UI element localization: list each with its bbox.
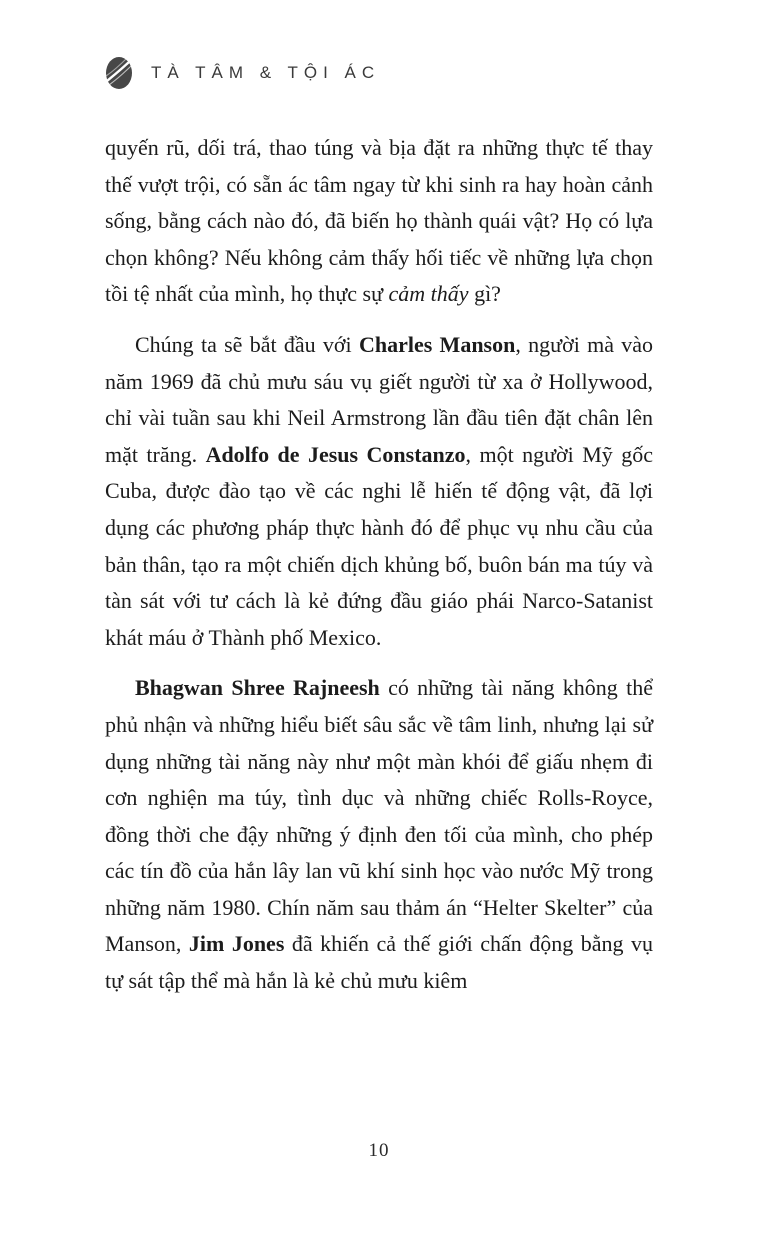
body-paragraph: [105, 130, 653, 313]
fingerprint-icon: [103, 55, 135, 91]
page-footer: [105, 1140, 653, 1162]
paragraph-text: đã khiến cả thế giới chấn động bằng vụ tự sát tập thể mà hắn là kẻ chủ mưu kiêm: [105, 931, 654, 994]
paragraph-text: quyến rũ, dối trá, thao túng và bịa đặt ra những thực tế thay thế vượt trội, có sẵn ác tâm ngay từ khi sinh ra hay hoàn cảnh sống, bằng cách nào đó, đã biến họ thành quái vật? Họ có lựa chọn không? Nếu không cảm thấy hối tiếc về những lựa chọn tồi tệ nhất của mình, họ thực sự: [105, 135, 653, 307]
book-title: TÀ TÂM & TỘI ÁC: [151, 63, 381, 82]
body-paragraph: [105, 327, 653, 656]
person-name: Adolfo de Jesus Constanzo: [205, 441, 466, 467]
page-header: [103, 55, 380, 91]
paragraph-text: , một người Mỹ gốc Cuba, được đào tạo về các nghi lễ hiến tế động vật, đã lợi dụng các phương pháp thực hành đó để phục vụ nhu cầu của bản thân, tạo ra một chiến dịch khủng bố, buôn bán ma túy và tàn sát với tư cách là kẻ đứng đầu giáo phái Narco-Satanist khát máu ở Thành phố Mexico.: [105, 441, 653, 650]
person-name: Charles Manson: [358, 331, 516, 357]
paragraph-text: gì?: [468, 281, 501, 307]
paragraph-text: Chúng ta sẽ bắt đầu với: [135, 331, 359, 357]
paragraph-text: , người mà vào năm 1969 đã chủ mưu sáu vụ giết người từ xa ở Hollywood, chỉ vài tuần sau khi Neil Armstrong lần đầu tiên đặt chân lên mặt trăng.: [105, 331, 654, 467]
page-body: [105, 130, 653, 1014]
page-number: 10: [368, 1140, 390, 1161]
person-name: Jim Jones: [188, 931, 285, 957]
body-paragraph: [105, 670, 653, 999]
paragraph-text-italic: cảm thấy: [388, 281, 469, 307]
paragraph-text: có những tài năng không thể phủ nhận và những hiểu biết sâu sắc về tâm linh, nhưng lại sử dụng những tài năng này như một màn khói để giấu nhẹm đi cơn nghiện ma túy, tình dục và những chiếc Rolls-Royce, đồng thời che đậy những ý định đen tối của mình, cho phép các tín đồ của hắn lây lan vũ khí sinh học vào nước Mỹ trong những năm 1980. Chín năm sau thảm án “Helter Skelter” của Manson,: [105, 675, 653, 957]
person-name: Bhagwan Shree Rajneesh: [135, 675, 380, 701]
